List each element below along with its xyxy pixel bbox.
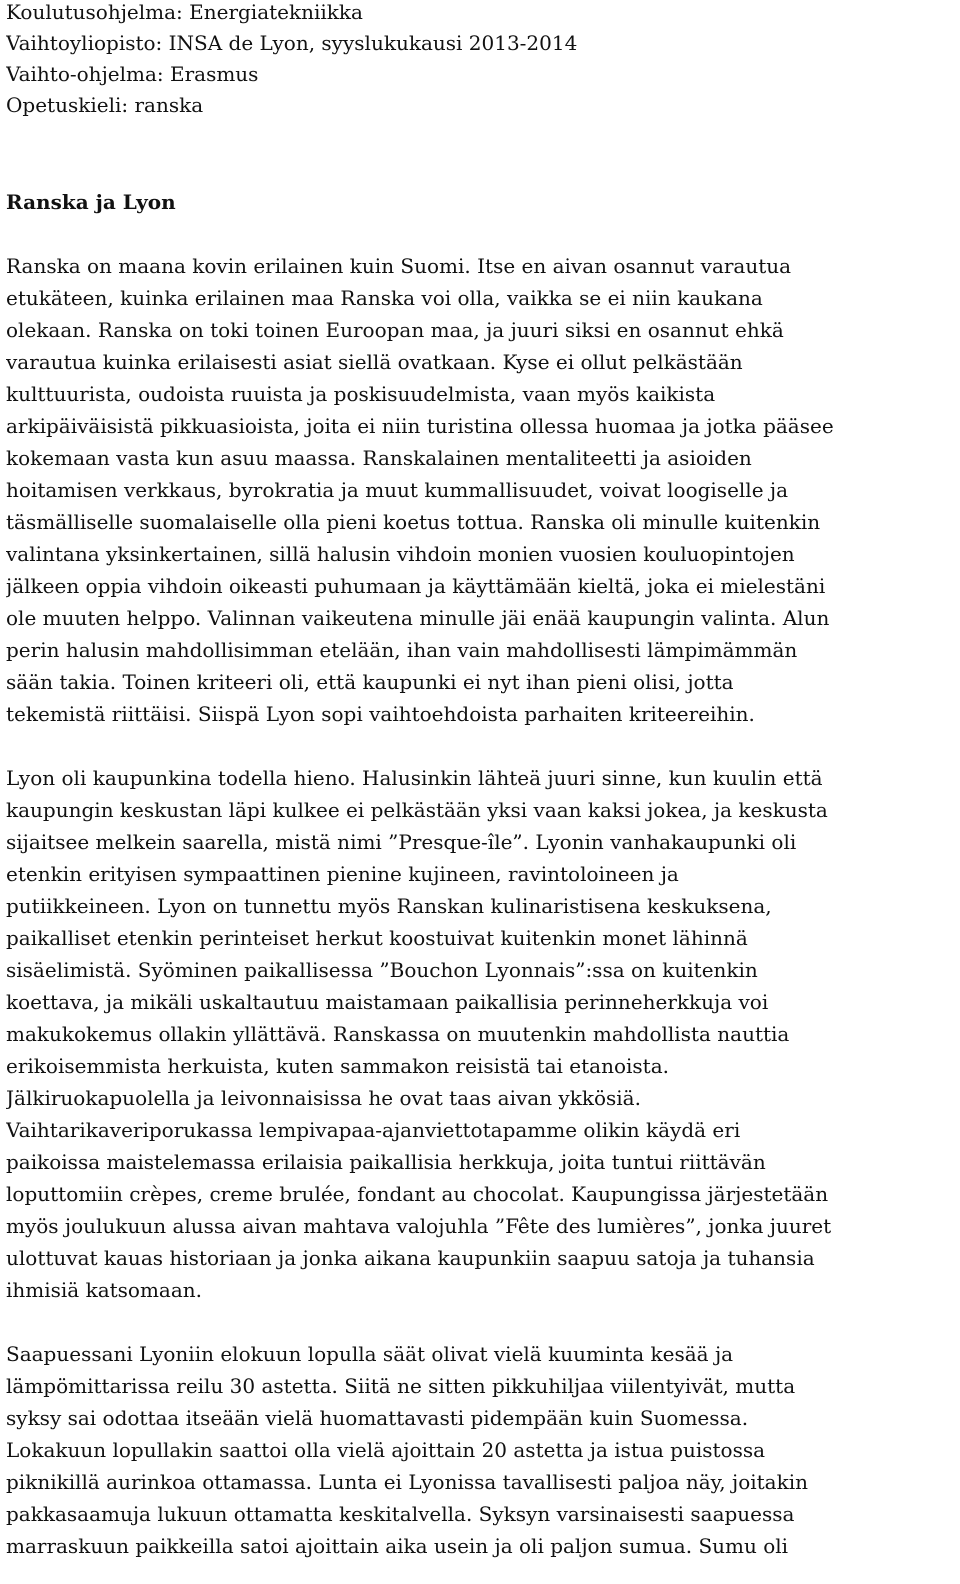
paragraph-2-line: makukokemus ollakin yllättävä. Ranskassa on muutenkin mahdollista nauttia <box>6 1022 790 1046</box>
paragraph-1-line: hoitamisen verkkaus, byrokratia ja muut kummallisuudet, voivat loogiselle ja <box>6 478 789 502</box>
paragraph-3-line: Saapuessani Lyoniin elokuun lopulla säät olivat vielä kuuminta kesää ja <box>6 1342 734 1366</box>
paragraph-2-line: loputtomiin crèpes, creme brulée, fondant au chocolat. Kaupungissa järjestetään <box>6 1182 829 1206</box>
paragraph-1-line: kulttuurista, oudoista ruuista ja poskisuudelmista, vaan myös kaikista <box>6 382 716 406</box>
paragraph-1-line: arkipäiväisistä pikkuasioista, joita ei niin turistina ollessa huomaa ja jotka pääsee <box>6 414 834 438</box>
paragraph-2-line: etenkin erityisen sympaattinen pienine kujineen, ravintoloineen ja <box>6 862 679 886</box>
paragraph-1-line: ole muuten helppo. Valinnan vaikeutena minulle jäi enää kaupungin valinta. Alun <box>6 606 830 630</box>
paragraph-2-line: myös joulukuun alussa aivan mahtava valojuhla ”Fête des lumières”, jonka juuret <box>6 1214 832 1238</box>
header-line-university: Vaihtoyliopisto: INSA de Lyon, syyslukukausi 2013-2014 <box>6 31 578 55</box>
paragraph-2-line: Vaihtarikaveriporukassa lempivapaa-ajanviettotapamme olikin käydä eri <box>6 1118 741 1142</box>
paragraph-2-line: erikoisemmista herkuista, kuten sammakon reisistä tai etanoista. <box>6 1054 669 1078</box>
header-line-exchange-program: Vaihto-ohjelma: Erasmus <box>6 62 259 86</box>
paragraph-2-line: paikalliset etenkin perinteiset herkut koostuivat kuitenkin monet lähinnä <box>6 926 748 950</box>
paragraph-2-line: koettava, ja mikäli uskaltautuu maistamaan paikallisia perinneherkkuja voi <box>6 990 769 1014</box>
paragraph-1-line: varautua kuinka erilaisesti asiat siellä ovatkaan. Kyse ei ollut pelkästään <box>6 350 743 374</box>
paragraph-2-line: ihmisiä katsomaan. <box>6 1278 203 1302</box>
paragraph-1-line: jälkeen oppia vihdoin oikeasti puhumaan ja käyttämään kieltä, joka ei mielestäni <box>6 574 826 598</box>
paragraph-2-line: Jälkiruokapuolella ja leivonnaisissa he ovat taas aivan ykkösiä. <box>6 1086 641 1110</box>
paragraph-1-line: tekemistä riittäisi. Siispä Lyon sopi vaihtoehdoista parhaiten kriteereihin. <box>6 702 755 726</box>
paragraph-1-line: perin halusin mahdollisimman etelään, ihan vain mahdollisesti lämpimämmän <box>6 638 798 662</box>
paragraph-2-line: Lyon oli kaupunkina todella hieno. Halusinkin lähteä juuri sinne, kun kuulin että <box>6 766 823 790</box>
paragraph-1-line: etukäteen, kuinka erilainen maa Ranska voi olla, vaikka se ei niin kaukana <box>6 286 763 310</box>
document-page <box>6 0 956 1584</box>
paragraph-2-line: sijaitsee melkein saarella, mistä nimi ”Presque-île”. Lyonin vanhakaupunki oli <box>6 830 797 854</box>
paragraph-2-line: putiikkeineen. Lyon on tunnettu myös Ranskan kulinaristisena keskuksena, <box>6 894 772 918</box>
paragraph-3-line: marraskuun paikkeilla satoi ajoittain aika usein ja oli paljon sumua. Sumu oli <box>6 1534 789 1558</box>
paragraph-1-line: kokemaan vasta kun asuu maassa. Ranskalainen mentaliteetti ja asioiden <box>6 446 752 470</box>
paragraph-2-line: sisäelimistä. Syöminen paikallisessa ”Bouchon Lyonnais”:ssa on kuitenkin <box>6 958 758 982</box>
header-line-program: Koulutusohjelma: Energiatekniikka <box>6 0 363 24</box>
paragraph-3-line: piknikillä aurinkoa ottamassa. Lunta ei Lyonissa tavallisesti paljoa näy, joitakin <box>6 1470 809 1494</box>
paragraph-1-line: Ranska on maana kovin erilainen kuin Suomi. Itse en aivan osannut varautua <box>6 254 792 278</box>
header-line-language: Opetuskieli: ranska <box>6 93 204 117</box>
paragraph-2-line: paikoissa maistelemassa erilaisia paikallisia herkkuja, joita tuntui riittävän <box>6 1150 766 1174</box>
paragraph-2-line: ulottuvat kauas historiaan ja jonka aikana kaupunkiin saapuu satoja ja tuhansia <box>6 1246 815 1270</box>
paragraph-3-line: lämpömittarissa reilu 30 astetta. Siitä ne sitten pikkuhiljaa viilentyivät, mutta <box>6 1374 796 1398</box>
paragraph-1-line: sään takia. Toinen kriteeri oli, että kaupunki ei nyt ihan pieni olisi, jotta <box>6 670 734 694</box>
paragraph-2-line: kaupungin keskustan läpi kulkee ei pelkästään yksi vaan kaksi jokea, ja keskusta <box>6 798 828 822</box>
paragraph-1-line: olekaan. Ranska on toki toinen Euroopan maa, ja juuri siksi en osannut ehkä <box>6 318 784 342</box>
paragraph-1-line: täsmälliselle suomalaiselle olla pieni koetus tottua. Ranska oli minulle kuitenkin <box>6 510 821 534</box>
section-title: Ranska ja Lyon <box>6 190 176 214</box>
paragraph-3-line: pakkasaamuja lukuun ottamatta keskitalvella. Syksyn varsinaisesti saapuessa <box>6 1502 795 1526</box>
paragraph-3-line: Lokakuun lopullakin saattoi olla vielä ajoittain 20 astetta ja istua puistossa <box>6 1438 766 1462</box>
paragraph-3-line: syksy sai odottaa itseään vielä huomattavasti pidempään kuin Suomessa. <box>6 1406 749 1430</box>
paragraph-1-line: valintana yksinkertainen, sillä halusin vihdoin monien vuosien kouluopintojen <box>6 542 795 566</box>
